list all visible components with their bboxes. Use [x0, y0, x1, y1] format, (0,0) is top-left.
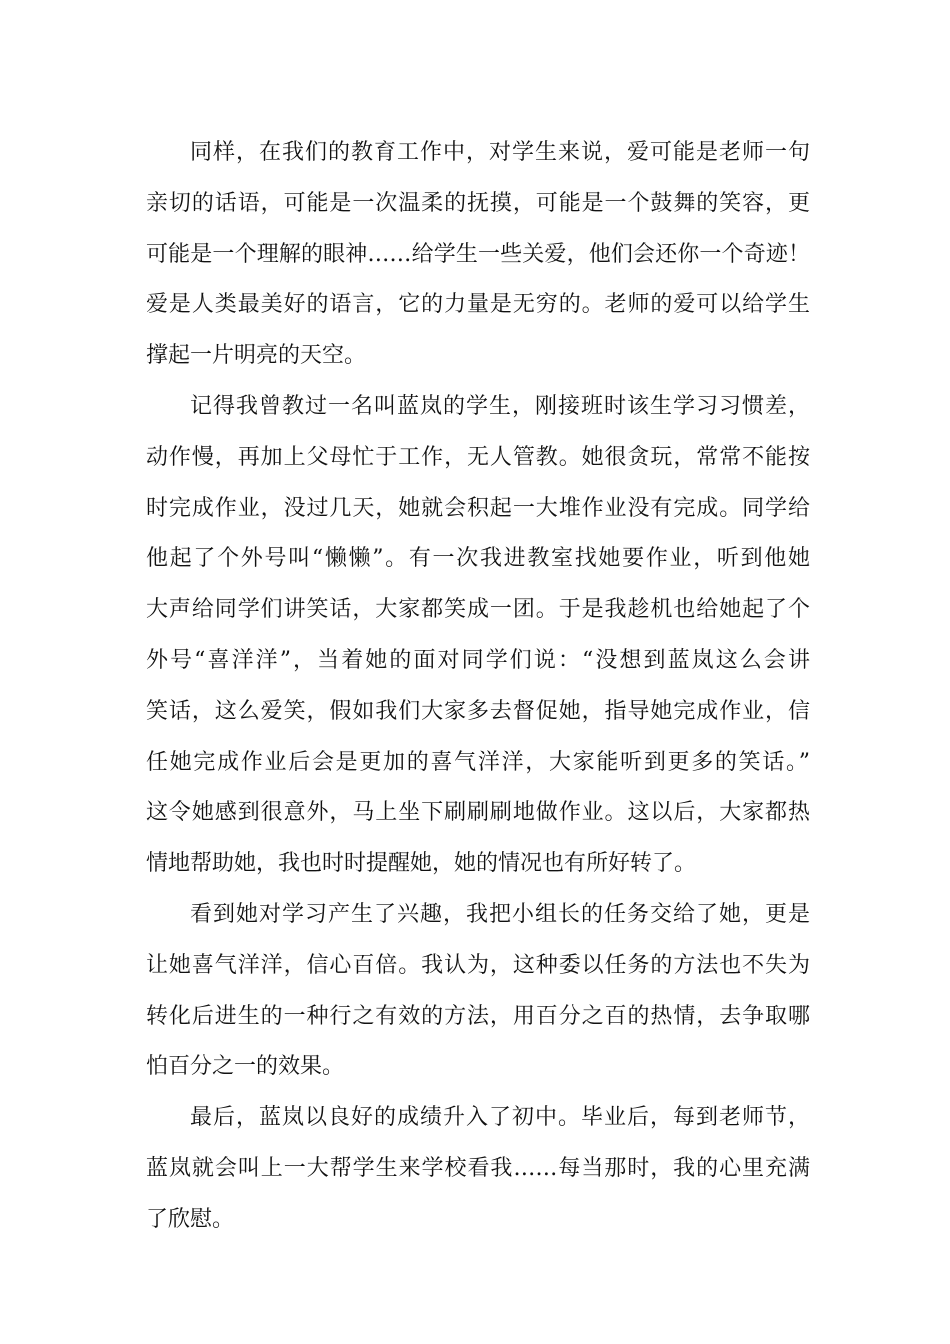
paragraph	[146, 890, 810, 1093]
text-line: 怕百分之一的效果。	[146, 1054, 345, 1080]
paragraph	[146, 128, 810, 382]
text-line: 他起了个外号叫“懒懒”。有一次我进教室找她要作业，听到他她	[146, 546, 810, 572]
text-line: 转化后进生的一种行之有效的方法，用百分之百的热情，去争取哪	[146, 1003, 810, 1029]
text-line: 情地帮助她，我也时时提醒她，她的情况也有所好转了。	[146, 851, 697, 877]
text-line: 动作慢，再加上父母忙于工作，无人管教。她很贪玩，常常不能按	[146, 444, 810, 470]
text-line: 任她完成作业后会是更加的喜气洋洋，大家能听到更多的笑话。”	[146, 749, 810, 775]
text-line: 亲切的话语，可能是一次温柔的抚摸，可能是一个鼓舞的笑容，更	[146, 190, 810, 216]
text-line: 撑起一片明亮的天空。	[146, 343, 367, 369]
text-line: 时完成作业，没过几天，她就会积起一大堆作业没有完成。同学给	[146, 495, 810, 521]
text-line: 这令她感到很意外，马上坐下刷刷刷地做作业。这以后，大家都热	[146, 800, 810, 826]
paragraph	[146, 1093, 810, 1245]
text-line: 看到她对学习产生了兴趣，我把小组长的任务交给了她，更是	[190, 901, 810, 927]
text-line: 最后，蓝岚以良好的成绩升入了初中。毕业后，每到老师节，	[190, 1105, 810, 1131]
text-line: 外号“喜洋洋”，当着她的面对同学们说：“没想到蓝岚这么会讲	[146, 647, 810, 673]
text-line: 同样，在我们的教育工作中，对学生来说，爱可能是老师一句	[190, 140, 810, 165]
text-line: 蓝岚就会叫上一大帮学生来学校看我……每当那时，我的心里充满	[146, 1155, 810, 1181]
text-line: 爱是人类最美好的语言，它的力量是无穷的。老师的爱可以给学生	[146, 292, 810, 318]
text-line: 记得我曾教过一名叫蓝岚的学生，刚接班时该生学习习惯差，	[190, 393, 810, 419]
text-line: 大声给同学们讲笑话，大家都笑成一团。于是我趁机也给她起了个	[146, 597, 810, 623]
text-line: 可能是一个理解的眼神……给学生一些关爱，他们会还你一个奇迹！	[146, 241, 810, 267]
text-line: 让她喜气洋洋，信心百倍。我认为，这种委以任务的方法也不失为	[146, 952, 810, 978]
document-body	[146, 128, 810, 1246]
text-line: 笑话，这么爱笑，假如我们大家多去督促她，指导她完成作业，信	[146, 698, 810, 724]
text-line: 了欣慰。	[146, 1206, 235, 1232]
paragraph	[146, 382, 810, 890]
